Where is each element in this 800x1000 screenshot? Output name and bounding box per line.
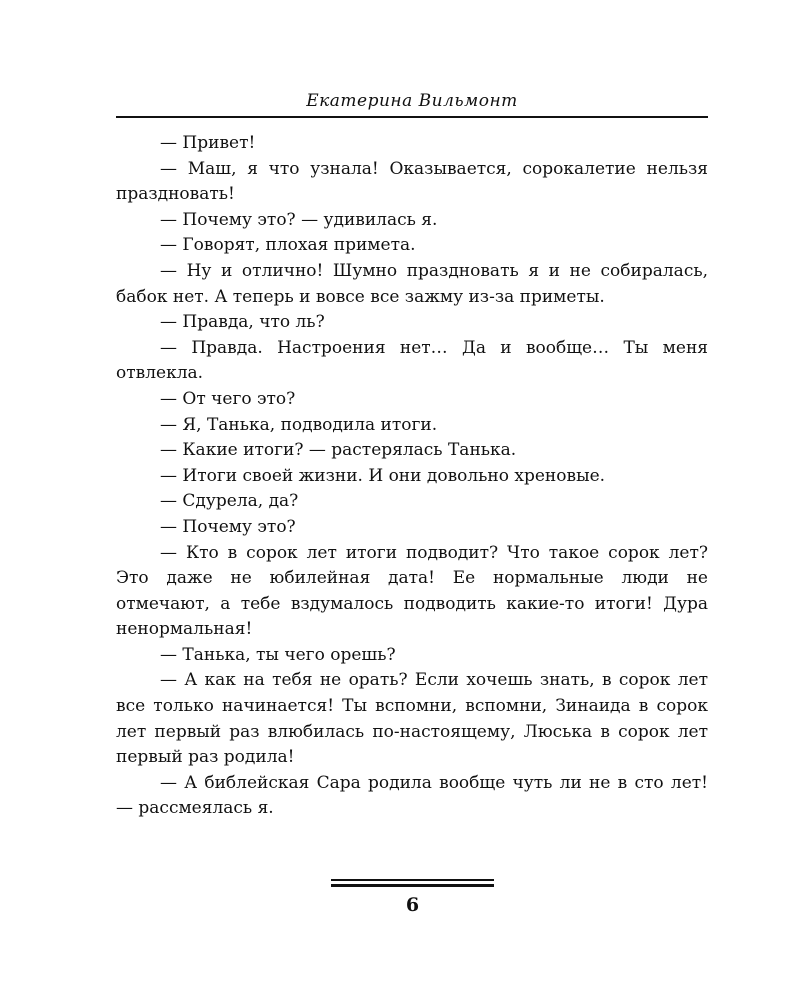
paragraph: — Маш, я что узнала! Оказывается, сорокалетие нельзя праздновать! bbox=[116, 158, 708, 205]
paragraph: — А библейская Сара родила вообще чуть ли не в сто лет! — рассмеялась я. bbox=[116, 772, 708, 819]
paragraph: — Сдурела, да? bbox=[160, 491, 299, 512]
paragraph: — Почему это? — удивилась я. bbox=[160, 209, 438, 230]
paragraph: — Правда, что ль? bbox=[160, 312, 325, 333]
paragraph: — Почему это? bbox=[160, 516, 296, 537]
paragraph: — Ну и отлично! Шумно праздновать я и не собиралась, бабок нет. А теперь и вовсе все зажму из-за приметы. bbox=[116, 260, 708, 307]
paragraph: — А как на тебя не орать? Если хочешь знать, в сорок лет все только начинается! Ты вспомни, вспомни, Зинаида в сорок лет первый раз влюбилась по-настоящему, Люська в сорок лет первый раз родила! bbox=[116, 670, 708, 768]
paragraph: — Танька, ты чего орешь? bbox=[160, 644, 396, 665]
footer-rule-top bbox=[331, 879, 494, 881]
paragraph: — Кто в сорок лет итоги подводит? Что такое сорок лет? Это даже не юбилейная дата! Ее нормальные люди не отмечают, а тебе вздумалось подводить какие-то итоги! Дура ненормальная! bbox=[116, 542, 708, 640]
paragraph: — Правда. Настроения нет… Да и вообще… Ты меня отвлекла. bbox=[116, 337, 708, 384]
footer-rule-bottom bbox=[331, 884, 494, 887]
paragraph: — Итоги своей жизни. И они довольно хреновые. bbox=[160, 465, 606, 486]
paragraph: — Говорят, плохая примета. bbox=[160, 235, 416, 256]
paragraph: — Какие итоги? — растерялась Танька. bbox=[160, 440, 517, 461]
footer-rules bbox=[331, 879, 494, 890]
running-header-author: Екатерина Вильмонт bbox=[306, 91, 518, 111]
paragraph: — От чего это? bbox=[160, 388, 296, 409]
body-text bbox=[116, 131, 708, 822]
page-number: 6 bbox=[405, 894, 420, 916]
paragraph: — Привет! bbox=[160, 133, 256, 153]
header-rule bbox=[116, 116, 708, 118]
paragraph: — Я, Танька, подводила итоги. bbox=[160, 414, 438, 435]
